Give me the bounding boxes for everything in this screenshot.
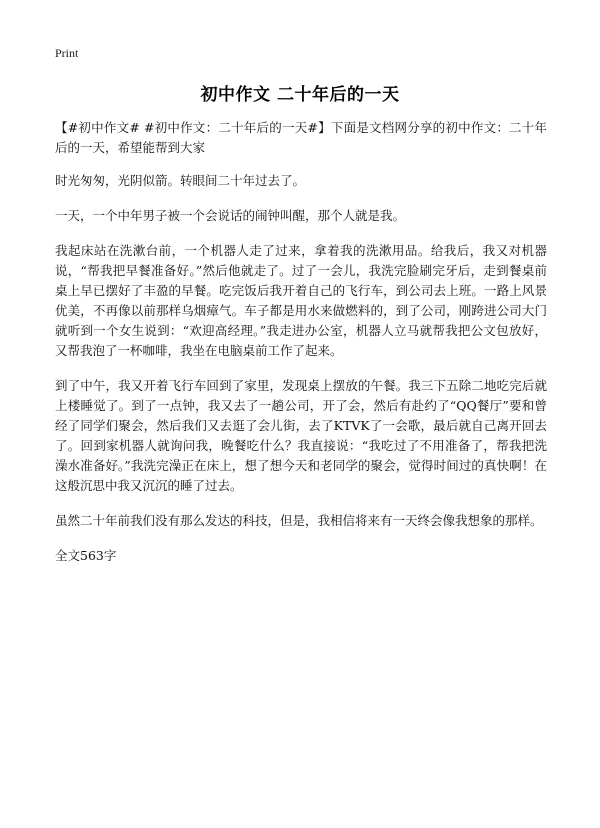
paragraph-5: 虽然二十年前我们没有那么发达的科技，但是，我相信将来有一天终会像我想象的那样。 [55,513,543,528]
word-count: 全文563字 [55,548,117,563]
article-body [55,118,547,566]
article-title: 初中作文 二十年后的一天 [200,85,400,105]
paragraph-4: 到了中午，我又开着飞行车回到了家里，发现桌上摆放的午餐。我三下五除二地吃完后就上楼睡觉了。到了一点钟，我又去了一趟公司，开了会，然后有赴约了“QQ餐厅”要和曾经了同学们聚会，然后我们又去逛了会儿街，去了KTVK了一会歌，最后就自己离开回去了。回到家机器人就询问我，晚餐吃什么？我直接说：“我吃过了不用准备了，帮我把洗澡水准备好。”我洗完澡正在床上，想了想今天和老同学的聚会，觉得时间过的真快啊！在这般沉思中我又沉沉的睡了过去。 [55,378,547,493]
intro-paragraph: 【#初中作文# #初中作文：二十年后的一天#】下面是文档网分享的初中作文：二十年后的一天，希望能帮到大家 [55,120,547,155]
paragraph-2: 一天，一个中年男子被一个会说话的闹钟叫醒，那个人就是我。 [55,208,406,223]
paragraph-1: 时光匆匆，光阴似箭。转眼间二十年过去了。 [55,173,306,188]
print-link[interactable]: Print [55,46,79,60]
paragraph-3: 我起床站在洗漱台前，一个机器人走了过来，拿着我的洗漱用品。给我后，我又对机器说，“帮我把早餐准备好。”然后他就走了。过了一会儿，我洗完脸刷完牙后，走到餐桌前桌上早已摆好了丰盈的早餐。吃完饭后我开着自己的飞行车，到公司去上班。一路上风景优美，不再像以前那样乌烟瘴气。车子都是用水来做燃料的，到了公司，刚跨进公司大门就听到一个女生说到：“欢迎高经理。”我走进办公室，机器人立马就帮我把公文包放好，又帮我泡了一杯咖啡，我坐在电脑桌前工作了起来。 [55,243,547,358]
